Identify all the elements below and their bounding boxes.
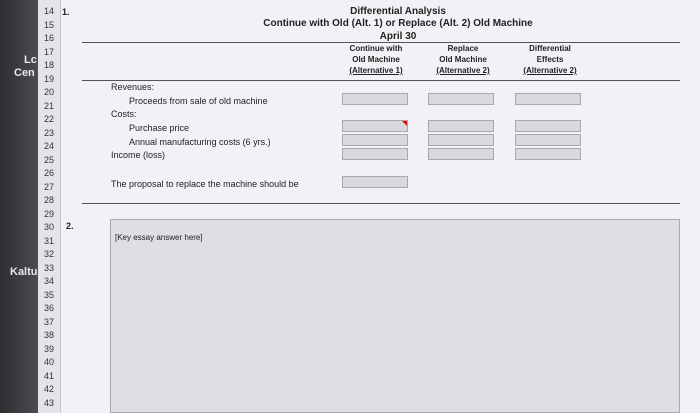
row-number[interactable]: 22	[43, 114, 54, 124]
row-number[interactable]: 26	[43, 168, 54, 178]
row-number[interactable]: 25	[43, 154, 54, 165]
row-number[interactable]: 20	[43, 87, 54, 97]
label-purchase-price: Purchase price	[129, 123, 190, 133]
row-number[interactable]: 40	[43, 357, 54, 367]
cell-proceeds-diff[interactable]	[515, 93, 581, 105]
essay-answer-box[interactable]	[110, 219, 680, 413]
background-window-edge	[0, 0, 38, 413]
cell-annual-alt1[interactable]	[342, 134, 408, 146]
row-number[interactable]: 16	[43, 33, 54, 43]
cell-income-alt2[interactable]	[428, 148, 494, 160]
row-number[interactable]: 38	[43, 330, 54, 340]
row-number[interactable]: 27	[43, 181, 54, 192]
cell-proceeds-alt2[interactable]	[428, 93, 494, 105]
row-number[interactable]: 18	[43, 60, 54, 70]
row-number[interactable]: 28	[43, 195, 54, 205]
cell-purchase-alt1[interactable]	[342, 120, 408, 132]
cell-proceeds-alt1[interactable]	[342, 93, 408, 105]
question-1-number: 1.	[62, 7, 70, 17]
analysis-date: April 30	[379, 31, 417, 42]
row-number[interactable]: 32	[43, 249, 54, 259]
label-income: Income (loss)	[111, 150, 166, 160]
edge-label-1: Lc	[24, 54, 37, 66]
row-number[interactable]: 17	[43, 46, 54, 57]
row-number[interactable]: 29	[43, 208, 54, 219]
section-rule	[82, 203, 680, 204]
cell-annual-alt2[interactable]	[428, 134, 494, 146]
row-number[interactable]: 37	[43, 316, 54, 327]
row-number[interactable]: 36	[43, 303, 54, 313]
cell-income-alt1[interactable]	[342, 148, 408, 160]
column-header-alt1: Continue with Old Machine (Alternative 1)	[349, 44, 403, 75]
label-proceeds: Proceeds from sale of old machine	[129, 96, 268, 106]
row-number[interactable]: 30	[43, 222, 54, 232]
essay-placeholder: [Key essay answer here]	[115, 233, 203, 242]
label-annual-costs: Annual manufacturing costs (6 yrs.)	[129, 137, 271, 147]
column-header-differential: Differential Effects (Alternative 2)	[523, 44, 577, 75]
row-number[interactable]: 34	[43, 276, 54, 286]
analysis-subtitle: Continue with Old (Alt. 1) or Replace (Alt. 2) Old Machine	[263, 18, 533, 29]
row-number[interactable]: 39	[43, 343, 54, 354]
row-number[interactable]: 42	[43, 384, 54, 394]
row-number[interactable]: 23	[43, 127, 54, 138]
row-number[interactable]: 24	[43, 141, 54, 151]
columns-rule	[82, 80, 680, 81]
label-proposal: The proposal to replace the machine should be	[111, 179, 299, 189]
row-number[interactable]: 33	[43, 262, 54, 273]
row-number[interactable]: 31	[43, 235, 54, 246]
cell-annual-diff[interactable]	[515, 134, 581, 146]
analysis-title: Differential Analysis	[350, 6, 446, 17]
row-number[interactable]: 35	[43, 289, 54, 300]
spreadsheet	[38, 0, 700, 413]
cell-income-diff[interactable]	[515, 148, 581, 160]
edge-label-2: Cen	[14, 67, 35, 79]
question-2-number: 2.	[66, 221, 74, 231]
row-number-column	[38, 0, 61, 413]
row-number[interactable]: 21	[43, 100, 54, 111]
row-number[interactable]: 15	[43, 19, 54, 30]
row-number[interactable]: 41	[43, 370, 54, 381]
row-number[interactable]: 43	[43, 397, 54, 408]
row-number[interactable]: 14	[43, 6, 54, 16]
column-header-alt2: Replace Old Machine (Alternative 2)	[436, 44, 490, 75]
edge-label-3: Kaltu	[10, 266, 38, 278]
cell-purchase-alt2[interactable]	[428, 120, 494, 132]
row-number[interactable]: 19	[43, 73, 54, 84]
label-costs: Costs:	[111, 109, 137, 119]
label-revenues: Revenues:	[111, 82, 155, 92]
cell-proposal-answer[interactable]	[342, 176, 408, 188]
cell-purchase-diff[interactable]	[515, 120, 581, 132]
